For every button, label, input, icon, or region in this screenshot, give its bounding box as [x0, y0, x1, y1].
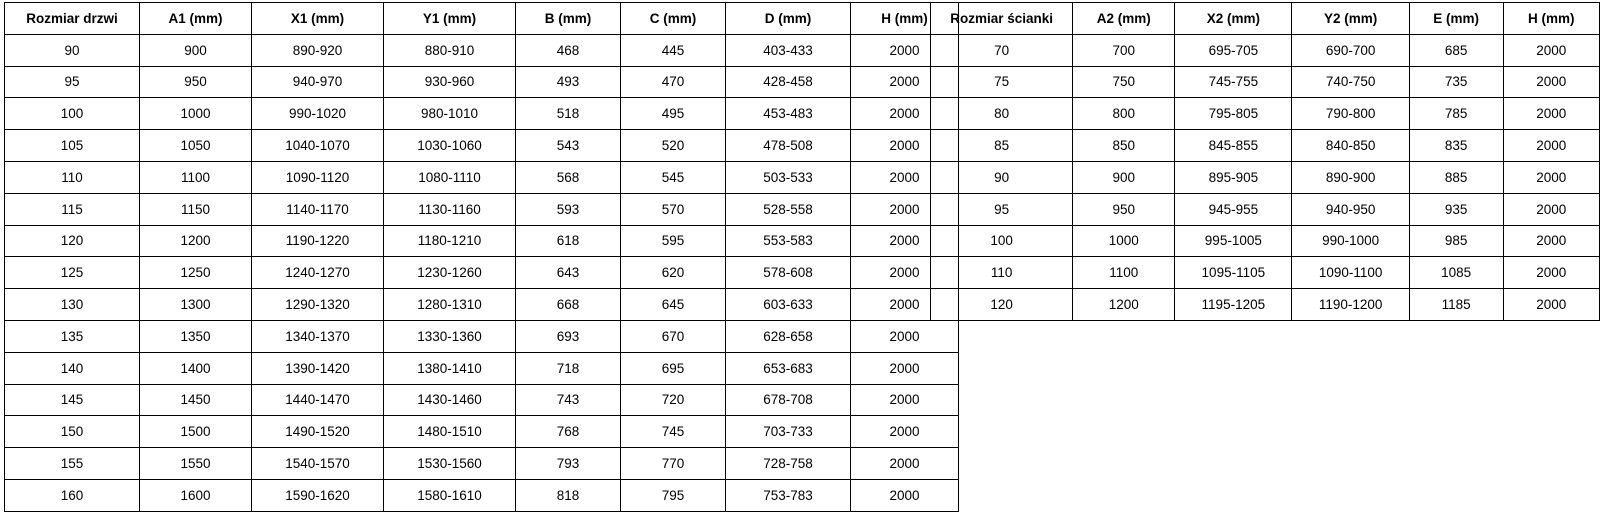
table-row [931, 289, 1600, 321]
table-cell: 2000 [1503, 225, 1599, 257]
table-cell: 753-783 [726, 479, 851, 511]
table-row [5, 448, 959, 480]
table-cell: 720 [621, 384, 726, 416]
table-cell: 1140-1170 [252, 193, 384, 225]
table-cell: 845-855 [1175, 130, 1292, 162]
column-header: X2 (mm) [1175, 3, 1292, 35]
doors-table-header-row [5, 3, 959, 35]
column-header: B (mm) [516, 3, 621, 35]
table-cell: 693 [516, 320, 621, 352]
column-header: H (mm) [851, 3, 959, 35]
table-row [5, 257, 959, 289]
wall-table-head [931, 3, 1600, 35]
table-cell: 1130-1160 [384, 193, 516, 225]
table-cell: 940-950 [1292, 193, 1409, 225]
table-cell: 2000 [851, 34, 959, 66]
table-cell: 985 [1409, 225, 1503, 257]
table-cell: 728-758 [726, 448, 851, 480]
table-cell: 668 [516, 289, 621, 321]
table-cell: 100 [931, 225, 1073, 257]
table-cell: 1590-1620 [252, 479, 384, 511]
table-cell: 890-920 [252, 34, 384, 66]
table-cell: 90 [5, 34, 140, 66]
table-cell: 2000 [851, 479, 959, 511]
table-cell: 603-633 [726, 289, 851, 321]
table-cell: 125 [5, 257, 140, 289]
table-cell: 670 [621, 320, 726, 352]
table-cell: 2000 [1503, 161, 1599, 193]
table-cell: 2000 [851, 448, 959, 480]
table-cell: 403-433 [726, 34, 851, 66]
table-cell: 120 [931, 289, 1073, 321]
table-cell: 768 [516, 416, 621, 448]
table-cell: 1580-1610 [384, 479, 516, 511]
table-cell: 1000 [1073, 225, 1175, 257]
table-cell: 2000 [851, 416, 959, 448]
table-cell: 1250 [140, 257, 252, 289]
table-row [5, 161, 959, 193]
table-cell: 493 [516, 66, 621, 98]
table-cell: 1190-1220 [252, 225, 384, 257]
table-cell: 840-850 [1292, 130, 1409, 162]
table-row [5, 66, 959, 98]
table-cell: 1440-1470 [252, 384, 384, 416]
table-cell: 90 [931, 161, 1073, 193]
table-cell: 2000 [1503, 257, 1599, 289]
table-cell: 995-1005 [1175, 225, 1292, 257]
table-cell: 595 [621, 225, 726, 257]
table-cell: 645 [621, 289, 726, 321]
table-cell: 1100 [1073, 257, 1175, 289]
table-row [5, 98, 959, 130]
column-header: E (mm) [1409, 3, 1503, 35]
table-cell: 1530-1560 [384, 448, 516, 480]
table-cell: 428-458 [726, 66, 851, 98]
table-cell: 568 [516, 161, 621, 193]
doors-table-body [5, 34, 959, 511]
table-cell: 570 [621, 193, 726, 225]
table-cell: 115 [5, 193, 140, 225]
table-cell: 950 [1073, 193, 1175, 225]
table-cell: 900 [1073, 161, 1175, 193]
table-cell: 470 [621, 66, 726, 98]
table-cell: 2000 [851, 66, 959, 98]
table-cell: 980-1010 [384, 98, 516, 130]
table-cell: 1500 [140, 416, 252, 448]
table-cell: 2000 [851, 225, 959, 257]
table-cell: 2000 [1503, 193, 1599, 225]
table-cell: 745-755 [1175, 66, 1292, 98]
table-cell: 2000 [851, 352, 959, 384]
table-cell: 1480-1510 [384, 416, 516, 448]
table-cell: 478-508 [726, 130, 851, 162]
table-cell: 1450 [140, 384, 252, 416]
table-cell: 1200 [1073, 289, 1175, 321]
table-cell: 1195-1205 [1175, 289, 1292, 321]
table-row [5, 130, 959, 162]
table-cell: 85 [931, 130, 1073, 162]
table-cell: 695-705 [1175, 34, 1292, 66]
table-cell: 528-558 [726, 193, 851, 225]
table-cell: 2000 [1503, 98, 1599, 130]
table-row [5, 384, 959, 416]
table-cell: 545 [621, 161, 726, 193]
table-cell: 2000 [851, 289, 959, 321]
table-cell: 795 [621, 479, 726, 511]
table-cell: 2000 [851, 257, 959, 289]
table-cell: 930-960 [384, 66, 516, 98]
table-row [5, 479, 959, 511]
table-cell: 1100 [140, 161, 252, 193]
table-cell: 1280-1310 [384, 289, 516, 321]
table-row [931, 98, 1600, 130]
table-cell: 130 [5, 289, 140, 321]
table-cell: 95 [5, 66, 140, 98]
table-cell: 643 [516, 257, 621, 289]
table-row [931, 257, 1600, 289]
table-cell: 1340-1370 [252, 320, 384, 352]
doors-dimensions-table [4, 2, 959, 512]
table-cell: 468 [516, 34, 621, 66]
table-cell: 1085 [1409, 257, 1503, 289]
table-row [931, 225, 1600, 257]
table-row [931, 161, 1600, 193]
table-row [5, 289, 959, 321]
table-cell: 1200 [140, 225, 252, 257]
table-cell: 2000 [1503, 34, 1599, 66]
table-cell: 770 [621, 448, 726, 480]
table-cell: 818 [516, 479, 621, 511]
table-cell: 850 [1073, 130, 1175, 162]
table-cell: 1230-1260 [384, 257, 516, 289]
table-cell: 80 [931, 98, 1073, 130]
table-cell: 120 [5, 225, 140, 257]
table-cell: 2000 [851, 193, 959, 225]
table-cell: 2000 [851, 98, 959, 130]
table-cell: 1290-1320 [252, 289, 384, 321]
table-cell: 800 [1073, 98, 1175, 130]
table-cell: 790-800 [1292, 98, 1409, 130]
column-header: Y1 (mm) [384, 3, 516, 35]
table-cell: 2000 [1503, 130, 1599, 162]
table-row [931, 193, 1600, 225]
table-cell: 653-683 [726, 352, 851, 384]
table-cell: 685 [1409, 34, 1503, 66]
table-row [931, 34, 1600, 66]
table-cell: 70 [931, 34, 1073, 66]
table-cell: 1040-1070 [252, 130, 384, 162]
table-cell: 75 [931, 66, 1073, 98]
table-row [931, 130, 1600, 162]
table-cell: 750 [1073, 66, 1175, 98]
table-cell: 520 [621, 130, 726, 162]
table-cell: 105 [5, 130, 140, 162]
table-cell: 1330-1360 [384, 320, 516, 352]
table-cell: 1540-1570 [252, 448, 384, 480]
table-cell: 1185 [1409, 289, 1503, 321]
table-cell: 678-708 [726, 384, 851, 416]
table-cell: 553-583 [726, 225, 851, 257]
table-cell: 695 [621, 352, 726, 384]
table-cell: 1240-1270 [252, 257, 384, 289]
table-cell: 543 [516, 130, 621, 162]
table-row [5, 416, 959, 448]
column-header: X1 (mm) [252, 3, 384, 35]
table-cell: 140 [5, 352, 140, 384]
table-cell: 1000 [140, 98, 252, 130]
table-row [5, 352, 959, 384]
table-row [5, 225, 959, 257]
table-cell: 835 [1409, 130, 1503, 162]
table-cell: 1090-1100 [1292, 257, 1409, 289]
table-cell: 935 [1409, 193, 1503, 225]
table-cell: 578-608 [726, 257, 851, 289]
table-cell: 718 [516, 352, 621, 384]
table-cell: 740-750 [1292, 66, 1409, 98]
table-cell: 1050 [140, 130, 252, 162]
column-header: Rozmiar ścianki [931, 3, 1073, 35]
table-cell: 495 [621, 98, 726, 130]
table-cell: 593 [516, 193, 621, 225]
table-cell: 2000 [851, 130, 959, 162]
table-cell: 503-533 [726, 161, 851, 193]
column-header: Rozmiar drzwi [5, 3, 140, 35]
table-cell: 1150 [140, 193, 252, 225]
table-row [5, 193, 959, 225]
table-cell: 618 [516, 225, 621, 257]
table-cell: 745 [621, 416, 726, 448]
table-cell: 743 [516, 384, 621, 416]
table-cell: 1350 [140, 320, 252, 352]
column-header: A1 (mm) [140, 3, 252, 35]
table-row [931, 66, 1600, 98]
table-cell: 1095-1105 [1175, 257, 1292, 289]
wall-dimensions-table [930, 2, 1600, 321]
table-cell: 160 [5, 479, 140, 511]
table-cell: 1400 [140, 352, 252, 384]
table-cell: 620 [621, 257, 726, 289]
table-cell: 885 [1409, 161, 1503, 193]
table-cell: 990-1000 [1292, 225, 1409, 257]
table-cell: 990-1020 [252, 98, 384, 130]
table-cell: 700 [1073, 34, 1175, 66]
table-cell: 135 [5, 320, 140, 352]
table-cell: 1600 [140, 479, 252, 511]
column-header: A2 (mm) [1073, 3, 1175, 35]
table-row [5, 34, 959, 66]
table-cell: 155 [5, 448, 140, 480]
table-cell: 735 [1409, 66, 1503, 98]
table-cell: 690-700 [1292, 34, 1409, 66]
table-cell: 628-658 [726, 320, 851, 352]
table-cell: 2000 [1503, 289, 1599, 321]
table-cell: 890-900 [1292, 161, 1409, 193]
table-cell: 150 [5, 416, 140, 448]
doors-table-head [5, 3, 959, 35]
table-cell: 145 [5, 384, 140, 416]
table-cell: 793 [516, 448, 621, 480]
table-cell: 453-483 [726, 98, 851, 130]
table-cell: 1180-1210 [384, 225, 516, 257]
table-cell: 1390-1420 [252, 352, 384, 384]
column-header: H (mm) [1503, 3, 1599, 35]
table-cell: 1190-1200 [1292, 289, 1409, 321]
table-cell: 95 [931, 193, 1073, 225]
table-cell: 1380-1410 [384, 352, 516, 384]
table-cell: 1550 [140, 448, 252, 480]
wall-table-header-row [931, 3, 1600, 35]
table-cell: 895-905 [1175, 161, 1292, 193]
table-cell: 1090-1120 [252, 161, 384, 193]
table-cell: 940-970 [252, 66, 384, 98]
table-row [5, 320, 959, 352]
table-cell: 2000 [851, 161, 959, 193]
table-cell: 900 [140, 34, 252, 66]
table-cell: 880-910 [384, 34, 516, 66]
table-cell: 950 [140, 66, 252, 98]
table-cell: 703-733 [726, 416, 851, 448]
table-cell: 445 [621, 34, 726, 66]
table-cell: 1080-1110 [384, 161, 516, 193]
table-cell: 1430-1460 [384, 384, 516, 416]
column-header: C (mm) [621, 3, 726, 35]
table-cell: 1490-1520 [252, 416, 384, 448]
table-cell: 1300 [140, 289, 252, 321]
table-cell: 2000 [851, 384, 959, 416]
table-cell: 2000 [851, 320, 959, 352]
table-cell: 2000 [1503, 66, 1599, 98]
table-cell: 110 [5, 161, 140, 193]
table-cell: 518 [516, 98, 621, 130]
table-cell: 785 [1409, 98, 1503, 130]
table-cell: 110 [931, 257, 1073, 289]
table-cell: 795-805 [1175, 98, 1292, 130]
column-header: Y2 (mm) [1292, 3, 1409, 35]
table-cell: 1030-1060 [384, 130, 516, 162]
table-cell: 945-955 [1175, 193, 1292, 225]
column-header: D (mm) [726, 3, 851, 35]
wall-table-body [931, 34, 1600, 320]
table-cell: 100 [5, 98, 140, 130]
